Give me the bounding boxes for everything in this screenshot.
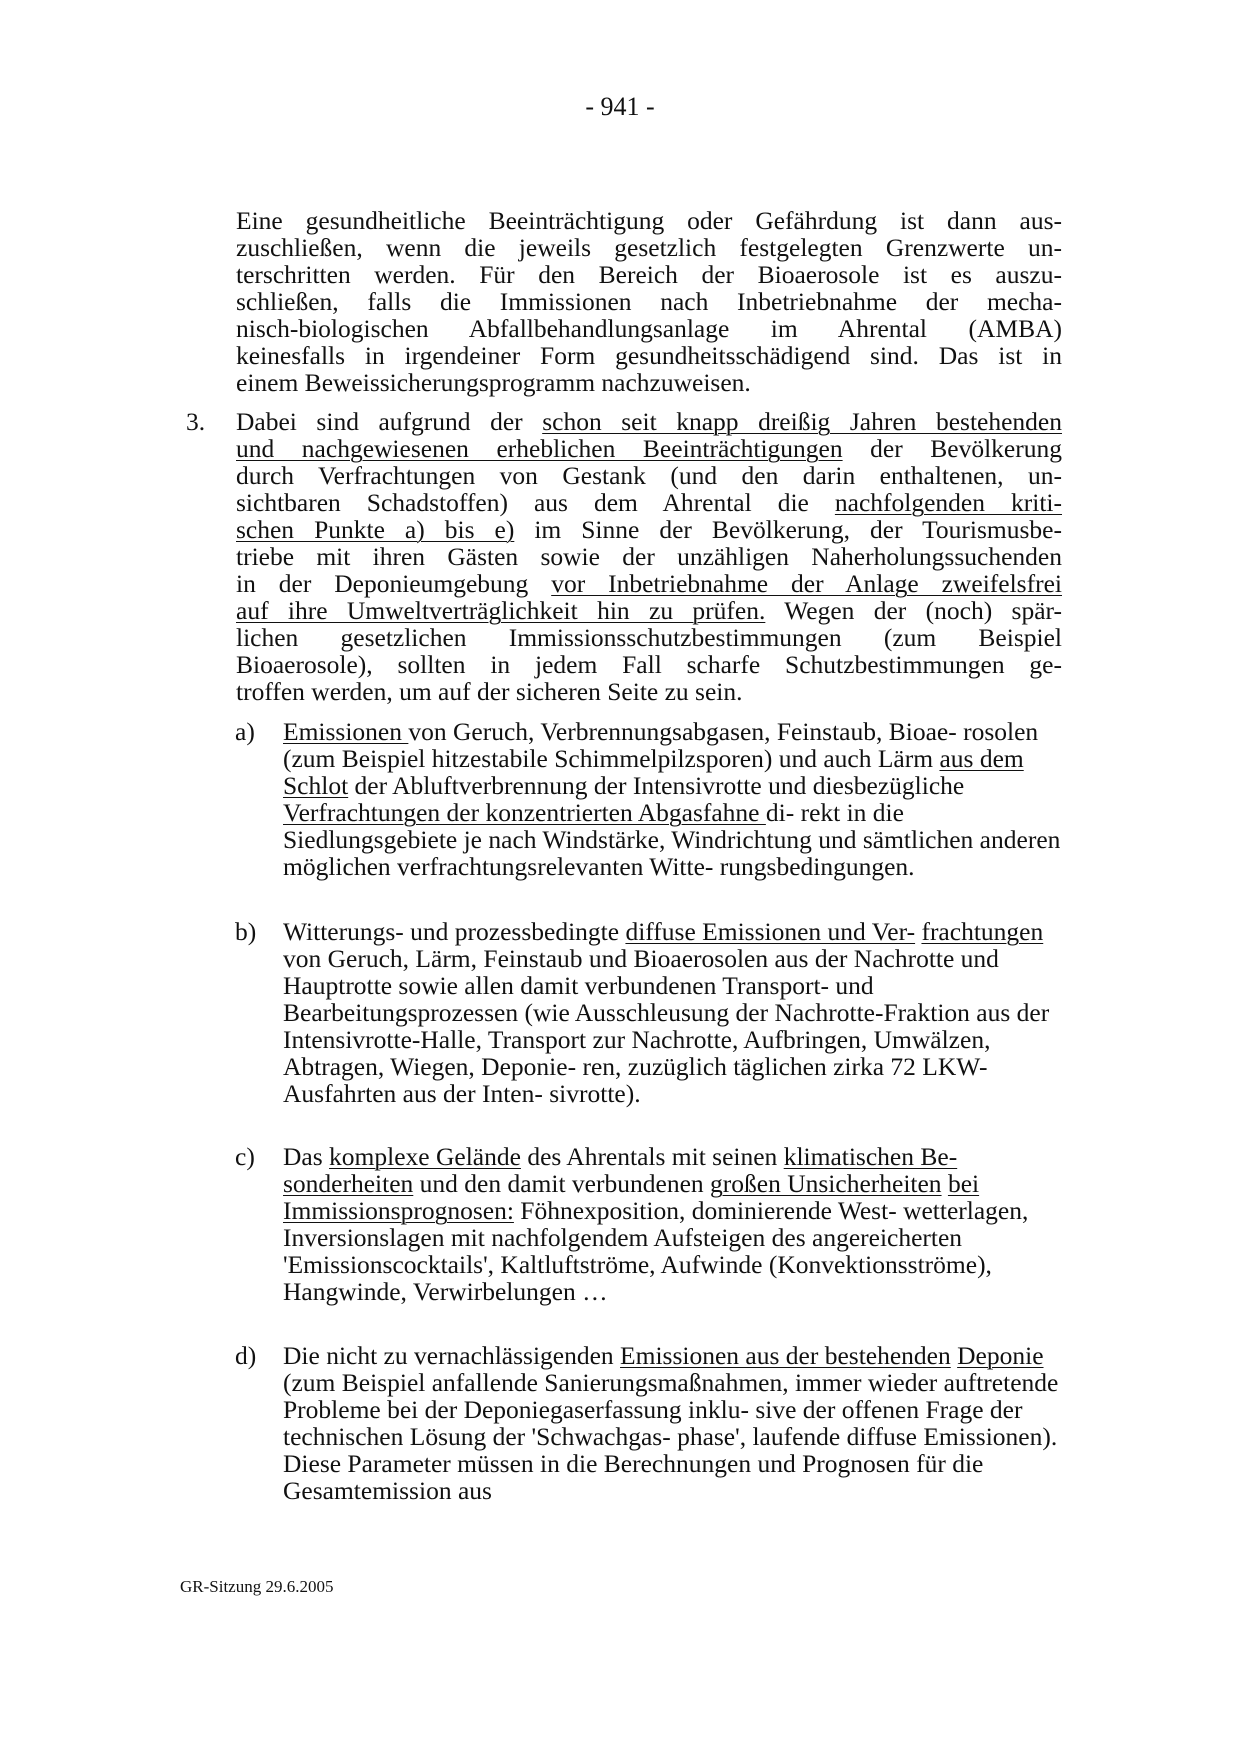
sub-item-label: d) <box>235 1341 257 1370</box>
text-line: sive der offenen Frage der technischen Lösung der 'Schwachgas- <box>283 1395 1023 1451</box>
text-line: Deponie (zum Beispiel anfallende Sanierungsmaßnahmen, immer <box>283 1341 1044 1397</box>
underlined-text: nachfolgenden kriti- <box>834 488 1062 517</box>
underlined-text: aus dem Schlot <box>283 744 1024 800</box>
sub-item-d <box>235 1341 1062 1505</box>
underlined-text: bei Immissionsprognosen: <box>283 1169 980 1225</box>
intro-paragraph <box>236 207 1062 396</box>
underlined-text: klimatischen Be- <box>783 1142 958 1171</box>
text-line: Nachrotte-Fraktion aus der Intensivrotte-Halle, Transport zur <box>283 998 1050 1054</box>
text-line: sivrotte). <box>549 1079 641 1108</box>
underlined-text: großen Unsicherheiten <box>710 1169 942 1198</box>
text-line: der Nachrotte und Hauptrotte sowie allen damit verbundenen <box>283 944 999 1000</box>
text-line: durch Verfrachtungen von Gestank (und den darin enthaltenen, un- <box>236 461 1062 490</box>
text-line: Lärm aus dem Schlot der Abluftverbrennung der Intensivrotte und <box>283 744 1024 800</box>
text-line: (Konvektionsströme), Hangwinde, Verwirbelungen … <box>283 1250 992 1306</box>
text-line: rosolen (zum Beispiel hitzestabile Schimmelpilzsporen) und auch <box>283 717 1039 773</box>
text-line: schließen, falls die Immissionen nach Inbetriebnahme der mecha- <box>236 287 1062 316</box>
text-line: ren, zuzüglich täglichen zirka 72 LKW-Ausfahrten aus der Inten- <box>283 1052 988 1108</box>
text-line: nisch-biologischen Abfallbehandlungsanlage im Ahrental (AMBA) <box>236 314 1062 343</box>
underlined-text: und nachgewiesenen erheblichen Beeinträchtigungen <box>236 434 843 463</box>
underlined-text: Emissionen <box>283 717 409 746</box>
underlined-text: frachtungen <box>921 917 1044 946</box>
underlined-text: schon seit knapp dreißig Jahren bestehenden <box>542 407 1062 436</box>
text-line: Bioaerosole), sollten in jedem Fall scharfe Schutzbestimmungen ge- <box>236 650 1062 679</box>
text-line: terschritten werden. Für den Bereich der Bioaerosole ist es auszu- <box>236 260 1062 289</box>
underlined-text: vor Inbetriebnahme der Anlage zweifelsfrei <box>551 569 1062 598</box>
text-line: Die nicht zu vernachlässigenden Emissionen aus der bestehenden <box>283 1341 951 1370</box>
text-line: sonderheiten und den damit verbundenen großen Unsicherheiten <box>283 1169 942 1198</box>
underlined-text: Emissionen aus der bestehenden <box>620 1341 951 1370</box>
text-line: bei Immissionsprognosen: Föhnexposition, dominierende West- <box>283 1169 980 1225</box>
text-line: wieder auftretende Probleme bei der Deponiegaserfassung inklu- <box>283 1368 1059 1424</box>
text-line: auf ihre Umweltverträglichkeit hin zu prüfen. Wegen der (noch) spär- <box>236 596 1062 625</box>
text-line: diesbezügliche Verfrachtungen der konzentrierten Abgasfahne di- <box>283 771 965 827</box>
sub-item-c <box>235 1142 1062 1306</box>
sub-item-label: a) <box>235 717 255 746</box>
text-line: frachtungen von Geruch, Lärm, Feinstaub und Bioaerosolen aus <box>283 917 1044 973</box>
footer-session-date: GR-Sitzung 29.6.2005 <box>180 1577 334 1596</box>
text-line: Dabei sind aufgrund der schon seit knapp dreißig Jahren bestehenden <box>236 407 1062 436</box>
text-line: Eine gesundheitliche Beeinträchtigung oder Gefährdung ist dann aus- <box>236 206 1062 235</box>
underlined-text: Verfrachtungen der konzentrierten Abgasfahne <box>283 798 766 827</box>
text-line: Emissionen von Geruch, Verbrennungsabgasen, Feinstaub, Bioae- <box>283 717 957 746</box>
sub-item-label: b) <box>235 917 257 946</box>
text-line: und nachgewiesenen erheblichen Beeinträchtigungen der Bevölkerung <box>236 434 1062 463</box>
sub-item-a <box>235 717 1062 881</box>
underlined-text: Deponie <box>957 1341 1044 1370</box>
text-line: und sämtlichen anderen möglichen verfrachtungsrelevanten Witte- <box>283 825 1061 881</box>
text-line: sichtbaren Schadstoffen) aus dem Ahrental die nachfolgenden kriti- <box>236 488 1062 517</box>
list-item-3 <box>186 407 1062 706</box>
text-line: phase', laufende diffuse Emissionen). Diese Parameter müssen in <box>283 1422 1058 1478</box>
text-line: lichen gesetzlichen Immissionsschutzbestimmungen (zum Beispiel <box>236 623 1062 652</box>
underlined-text: diffuse Emissionen und Ver- <box>625 917 916 946</box>
underlined-text: schen Punkte a) bis e) <box>236 515 515 544</box>
underlined-text: komplexe Gelände <box>329 1142 521 1171</box>
text-line: einem Beweissicherungsprogramm nachzuweisen. <box>236 368 751 397</box>
text-line: Witterungs- und prozessbedingte diffuse Emissionen und Ver- <box>283 917 916 946</box>
sub-item-label: c) <box>235 1142 255 1171</box>
text-line: angereicherten 'Emissionscocktails', Kaltluftströme, Aufwinde <box>283 1223 963 1279</box>
text-line: triebe mit ihren Gästen sowie der unzähligen Naherholungssuchenden <box>236 542 1062 571</box>
underlined-text: sonderheiten <box>283 1169 414 1198</box>
text-line: troffen werden, um auf der sicheren Seite zu sein. <box>236 677 743 706</box>
text-line: in der Deponieumgebung vor Inbetriebnahme der Anlage zweifelsfrei <box>236 569 1062 598</box>
page-number: - 941 - <box>585 92 655 121</box>
list-item-number: 3. <box>186 407 206 436</box>
text-line: keinesfalls in irgendeiner Form gesundheitsschädigend sind. Das ist in <box>236 341 1062 370</box>
text-line: zuschließen, wenn die jeweils gesetzlich festgelegten Grenzwerte un- <box>236 233 1062 262</box>
sub-item-b <box>235 917 1062 1108</box>
text-line: rekt in die Siedlungsgebiete je nach Windstärke, Windrichtung <box>283 798 904 854</box>
text-line: wetterlagen, Inversionslagen mit nachfolgendem Aufsteigen des <box>283 1196 1029 1252</box>
text-line: Transport- und Bearbeitungsprozessen (wie Ausschleusung der <box>283 971 874 1027</box>
text-line: Das komplexe Gelände des Ahrentals mit seinen klimatischen Be- <box>283 1142 958 1171</box>
text-line: Nachrotte, Aufbringen, Umwälzen, Abtragen, Wiegen, Deponie- <box>283 1025 991 1081</box>
underlined-text: auf ihre Umweltverträglichkeit hin zu prüfen. <box>236 596 766 625</box>
text-line: die Berechnungen und Prognosen für die Gesamtemission aus <box>283 1449 984 1505</box>
text-line: rungsbedingungen. <box>719 852 915 881</box>
text-line: schen Punkte a) bis e) im Sinne der Bevölkerung, der Tourismusbe- <box>236 515 1062 544</box>
